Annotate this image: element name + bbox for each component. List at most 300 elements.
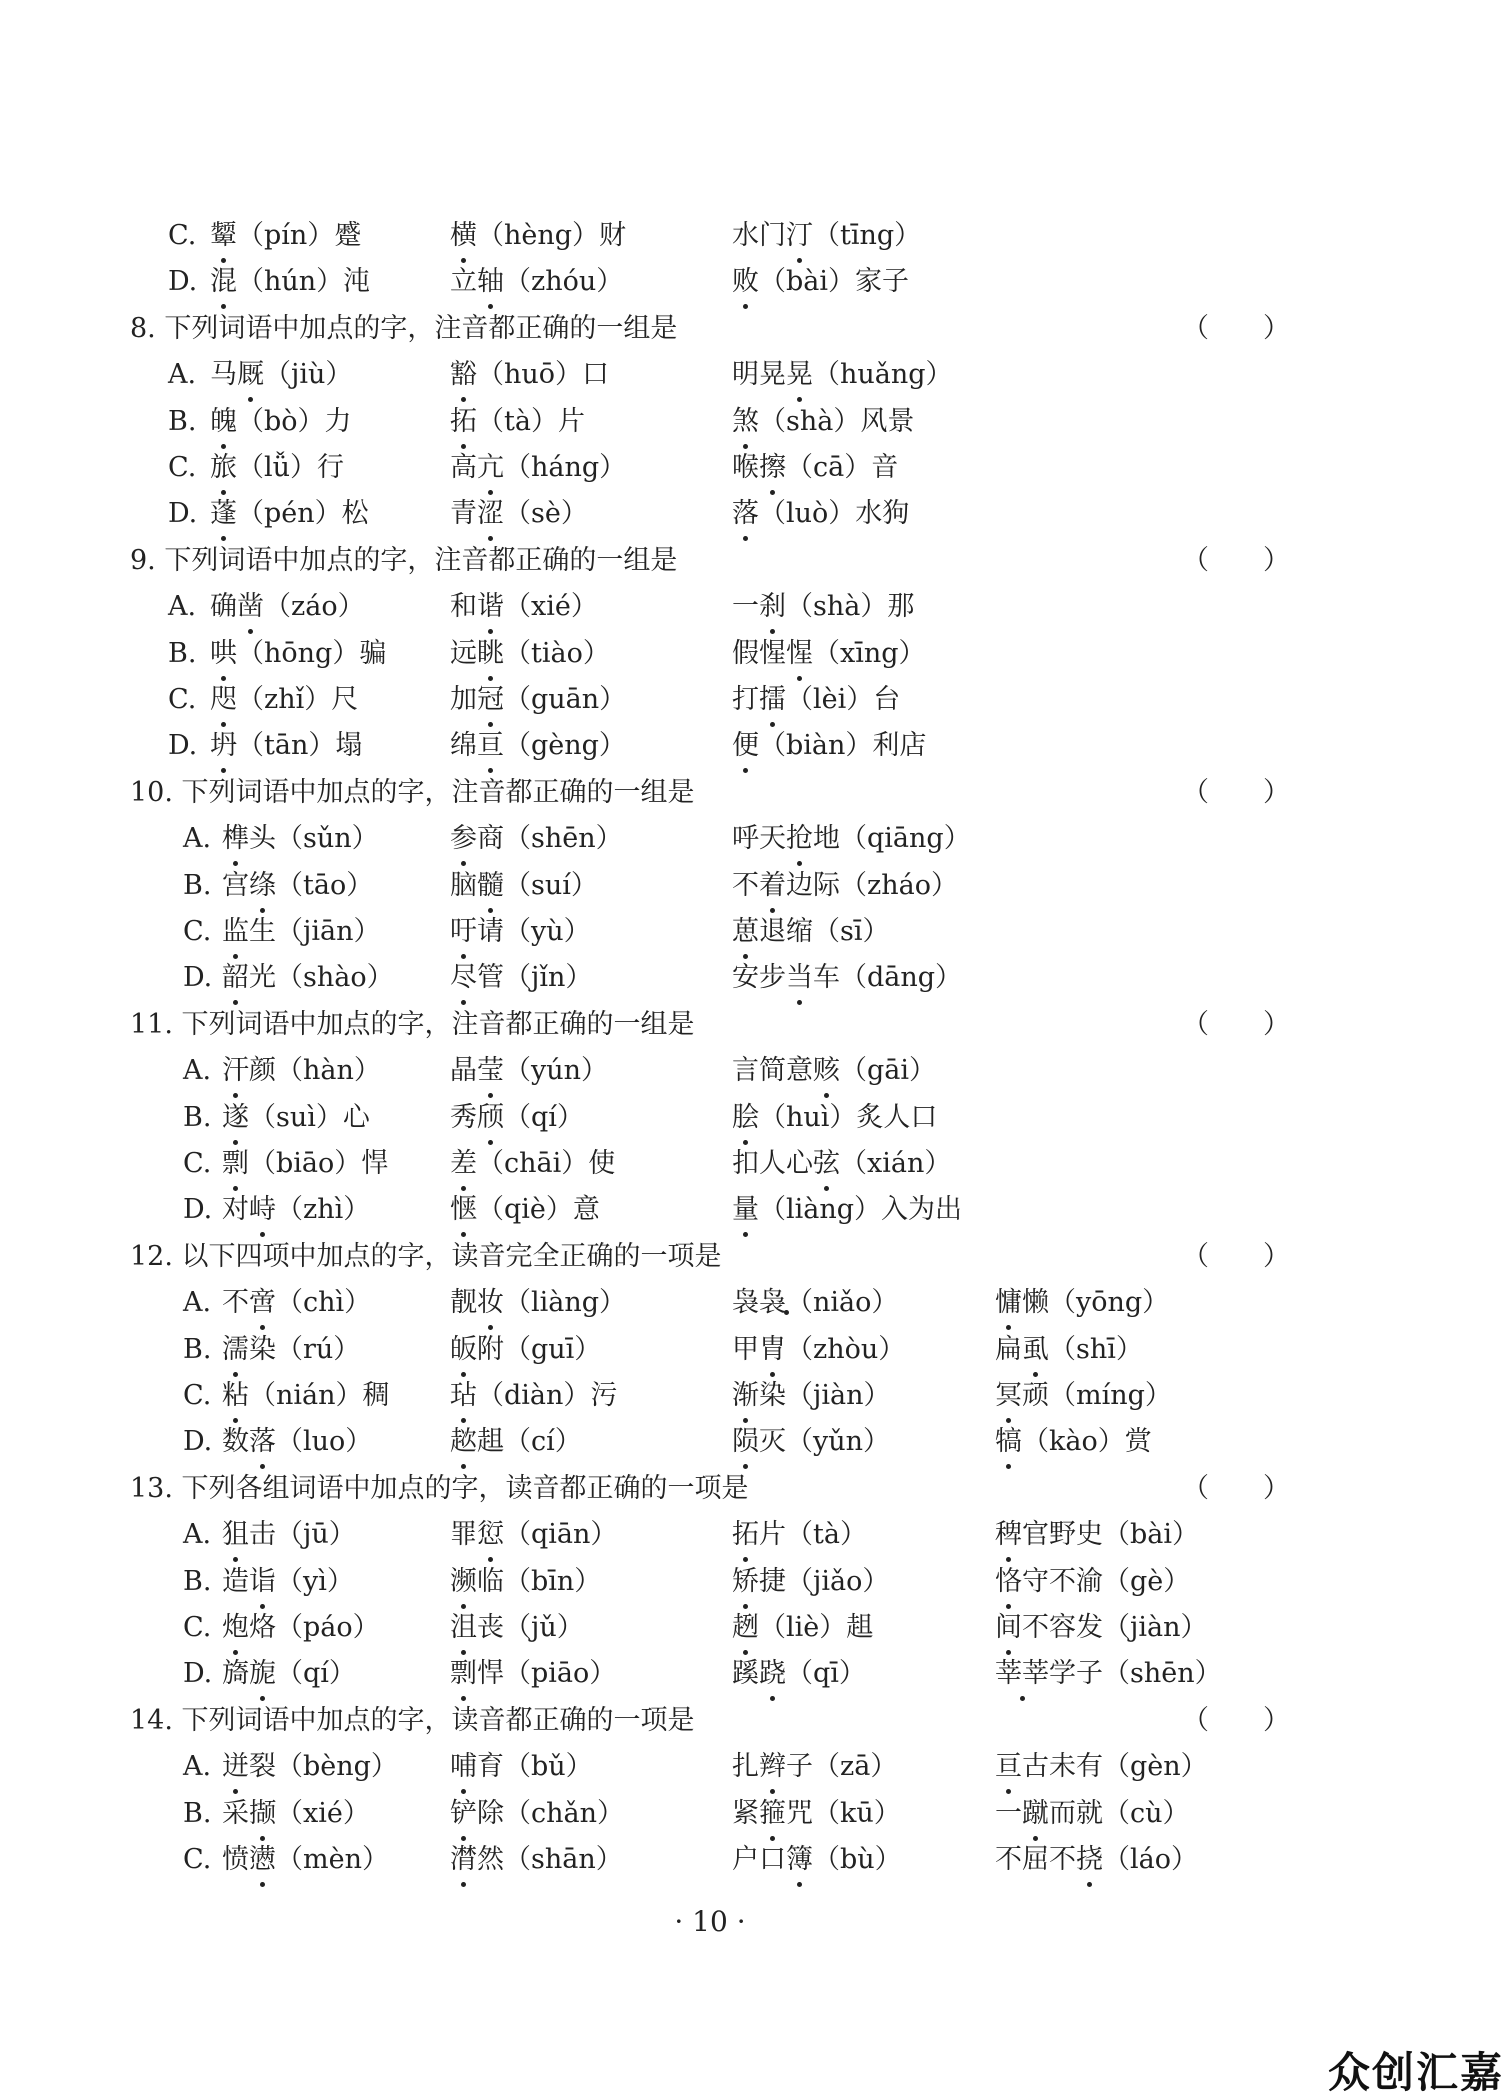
- option-term: [995, 1837, 1198, 1883]
- term-rest: 光（shào）: [249, 962, 394, 994]
- option-term: [995, 1280, 1169, 1326]
- term-prefix: 远: [450, 637, 477, 669]
- term-rest: 片（tà）: [759, 1519, 867, 1551]
- term-rest: （xián）: [840, 1148, 952, 1179]
- term-rest: 懒（yōng）: [1022, 1287, 1170, 1319]
- option-term: [450, 1327, 601, 1373]
- option-term: [222, 863, 373, 909]
- dotted-character: 箍: [759, 1791, 786, 1837]
- dotted-character: 亘: [995, 1744, 1022, 1790]
- term-rest: （bù）: [813, 1844, 902, 1875]
- option-term: [450, 631, 610, 677]
- option-term: [222, 1651, 356, 1697]
- term-prefix: 马: [210, 359, 237, 391]
- option-term: [222, 1512, 356, 1558]
- option-term: [450, 955, 592, 1001]
- dotted-character: 慵: [995, 1280, 1022, 1326]
- option-term: [222, 1744, 398, 1790]
- dotted-character: 渐: [732, 1373, 759, 1419]
- dotted-character: 脍: [732, 1095, 759, 1141]
- term-rest: （pén）松: [237, 498, 369, 530]
- term-rest: （shà）那: [786, 591, 915, 623]
- answer-bracket: （ ）: [1182, 776, 1290, 808]
- term-rest: （shī）: [1049, 1333, 1143, 1365]
- option-term: [732, 1187, 962, 1233]
- option-term: [732, 491, 909, 537]
- term-prefix: 扁: [995, 1333, 1022, 1365]
- term-rest: （hún）沌: [237, 266, 371, 298]
- term-rest: （gèng）: [504, 730, 626, 762]
- term-rest: 边际（zháo）: [786, 869, 958, 901]
- term-rest: （zhóu）: [504, 266, 624, 298]
- dotted-character: 汀: [786, 213, 813, 259]
- option-term: [732, 1048, 936, 1094]
- term-rest: （liàng）入为出: [759, 1194, 963, 1226]
- dotted-character: 犒: [995, 1419, 1022, 1465]
- option-term: [222, 1373, 390, 1419]
- option-term: [732, 584, 914, 630]
- option-term: [995, 1744, 1208, 1790]
- term-rest: 灭（yǔn）: [759, 1426, 891, 1458]
- term-prefix: 对: [222, 1194, 249, 1226]
- option-term: [450, 491, 588, 537]
- term-rest: （xié）: [504, 591, 598, 623]
- term-rest: （tāo）: [276, 869, 374, 901]
- option-label: A.: [183, 1519, 212, 1551]
- term-rest: 烙（páo）: [249, 1612, 380, 1643]
- dotted-character: 轴: [477, 259, 504, 305]
- term-prefix: 一: [995, 1797, 1022, 1829]
- option-label: D.: [183, 1658, 213, 1690]
- dotted-character: 惬: [450, 1187, 477, 1233]
- answer-bracket: （ ）: [1182, 312, 1290, 344]
- dotted-character: 胄: [759, 1327, 786, 1373]
- term-rest: （gāi）: [840, 1055, 937, 1087]
- term-rest: 生（jiān）: [249, 916, 381, 947]
- option-term: [450, 399, 585, 445]
- term-prefix: 旖: [222, 1658, 249, 1690]
- option-term: [210, 723, 362, 769]
- question-stem: 14. 下列词语中加点的字，读音都正确的一项是: [130, 1704, 695, 1736]
- term-rest: （tīng）: [813, 220, 922, 251]
- term-rest: 头（sǔn）: [249, 823, 379, 855]
- term-rest: 趄（cí）: [477, 1426, 582, 1458]
- question-stem: 10. 下列词语中加点的字，注音都正确的一组是: [130, 776, 695, 808]
- term-rest: 临（bīn）: [477, 1565, 602, 1597]
- publisher-logo: 众创汇嘉: [1327, 2048, 1504, 2097]
- option-label: D.: [168, 266, 198, 298]
- term-rest: （lèi）台: [786, 684, 901, 715]
- dotted-character: 吁: [450, 909, 477, 955]
- option-label: B.: [183, 1565, 212, 1597]
- option-label: C.: [183, 1612, 212, 1643]
- dotted-character: 煞: [732, 399, 759, 445]
- term-rest: 悍（piāo）: [477, 1658, 617, 1690]
- option-term: [732, 1791, 901, 1837]
- term-prefix: 采: [222, 1797, 249, 1829]
- question-stem: 11. 下列词语中加点的字，注音都正确的一组是: [130, 1008, 695, 1040]
- dotted-character: 拓: [732, 1512, 759, 1558]
- term-rest: 染（jiàn）: [759, 1380, 891, 1411]
- answer-bracket: （ ）: [1182, 1240, 1290, 1272]
- term-rest: （chì）: [276, 1287, 372, 1319]
- option-term: [732, 955, 962, 1001]
- term-rest: 商（shēn）: [477, 823, 623, 855]
- term-prefix: 秀: [450, 1101, 477, 1133]
- dotted-character: 间: [995, 1605, 1022, 1651]
- dotted-character: 韶: [222, 955, 249, 1001]
- term-rest: 附（guī）: [477, 1333, 602, 1365]
- dotted-character: 弦: [813, 1141, 840, 1187]
- option-label: B.: [168, 405, 197, 437]
- option-term: [222, 1791, 370, 1837]
- dotted-character: 跷: [759, 1651, 786, 1697]
- answer-bracket: （ ）: [1182, 1704, 1290, 1736]
- option-term: [450, 909, 591, 955]
- dotted-character: 抢: [786, 816, 813, 862]
- dotted-character: 哺: [450, 1744, 477, 1790]
- answer-bracket: （ ）: [1182, 1472, 1290, 1504]
- term-rest: （tiào）: [504, 637, 610, 669]
- term-prefix: 明晃: [732, 359, 786, 391]
- option-term: [222, 1280, 371, 1326]
- question-stem: 9. 下列词语中加点的字，注音都正确的一组是: [130, 544, 678, 576]
- dotted-character: 混: [210, 259, 237, 305]
- option-term: [732, 259, 909, 305]
- option-term: [450, 1187, 600, 1233]
- dotted-character: 迸: [222, 1744, 249, 1790]
- option-label: A.: [183, 1287, 212, 1319]
- dotted-character: 遂: [222, 1095, 249, 1141]
- term-rest: 不容发（jiàn）: [1022, 1612, 1208, 1643]
- term-rest: （lǚ）行: [237, 452, 345, 483]
- answer-bracket: （ ）: [1182, 544, 1290, 576]
- option-label: A.: [168, 591, 197, 623]
- dotted-character: 蓬: [210, 491, 237, 537]
- option-term: [222, 955, 394, 1001]
- dotted-character: 差: [450, 1141, 477, 1187]
- option-term: [450, 863, 598, 909]
- term-prefix: 青: [450, 498, 477, 530]
- term-prefix: 高: [450, 452, 477, 483]
- dotted-character: 量: [732, 1187, 759, 1233]
- term-rest: 车（dāng）: [813, 962, 963, 994]
- option-term: [732, 677, 900, 723]
- term-rest: （liàng）: [504, 1287, 627, 1319]
- term-rest: （qī）: [786, 1658, 866, 1690]
- dotted-character: 当: [786, 955, 813, 1001]
- option-term: [450, 1141, 615, 1187]
- term-prefix: 袅袅: [732, 1287, 786, 1319]
- option-term: [995, 1605, 1208, 1651]
- option-term: [732, 213, 921, 259]
- term-rest: （záo）: [264, 591, 365, 623]
- term-rest: （sè）: [504, 498, 588, 530]
- term-prefix: 造: [222, 1565, 249, 1597]
- option-label: D.: [183, 1194, 213, 1226]
- term-rest: （biāo）悍: [249, 1148, 389, 1179]
- option-term: [450, 1791, 624, 1837]
- dotted-character: 落: [249, 1419, 276, 1465]
- term-prefix: 罪: [450, 1519, 477, 1551]
- dotted-character: 落: [732, 491, 759, 537]
- option-term: [732, 723, 926, 769]
- option-term: [210, 677, 358, 723]
- term-rest: （huì）炙人口: [759, 1101, 938, 1133]
- option-term: [732, 816, 971, 862]
- option-term: [210, 259, 370, 305]
- option-term: [450, 1048, 608, 1094]
- term-prefix: 愤: [222, 1844, 249, 1875]
- term-prefix: 和: [450, 591, 477, 623]
- option-label: D.: [168, 498, 198, 530]
- option-term: [222, 1605, 380, 1651]
- term-prefix: 言简意: [732, 1055, 813, 1087]
- option-term: [995, 1651, 1222, 1697]
- option-term: [450, 1837, 623, 1883]
- dotted-character: 皈: [450, 1327, 477, 1373]
- option-label: B.: [183, 1333, 212, 1365]
- option-label: C.: [168, 684, 197, 715]
- term-prefix: 立: [450, 266, 477, 298]
- term-rest: 捷（jiǎo）: [759, 1565, 890, 1597]
- dotted-character: 便: [732, 723, 759, 769]
- dotted-character: 旎: [249, 1651, 276, 1697]
- dotted-character: 陨: [732, 1419, 759, 1465]
- dotted-character: 亘: [477, 723, 504, 769]
- option-term: [450, 584, 598, 630]
- dotted-character: 监: [222, 909, 249, 955]
- option-term: [450, 677, 626, 723]
- dotted-character: 撷: [249, 1791, 276, 1837]
- option-term: [210, 352, 352, 398]
- term-prefix: 扎: [732, 1751, 759, 1783]
- dotted-character: 濒: [450, 1559, 477, 1605]
- term-prefix: 呼天: [732, 823, 786, 855]
- option-term: [450, 259, 623, 305]
- term-rest: （cā）音: [786, 452, 899, 483]
- option-term: [210, 584, 365, 630]
- dotted-character: 蹴: [1022, 1791, 1049, 1837]
- option-label: C.: [183, 1844, 212, 1875]
- term-prefix: 扣人心: [732, 1148, 813, 1179]
- dotted-character: 狙: [222, 1512, 249, 1558]
- dotted-character: 玷: [450, 1373, 477, 1419]
- option-term: [450, 352, 609, 398]
- term-rest: 管（jǐn）: [477, 962, 593, 994]
- option-term: [732, 1280, 898, 1326]
- option-term: [450, 213, 626, 259]
- term-prefix: 脑: [450, 869, 477, 901]
- term-rest: （yì）: [276, 1565, 354, 1597]
- term-rest: （bài）家子: [759, 266, 910, 298]
- option-term: [732, 631, 926, 677]
- option-term: [210, 631, 386, 677]
- term-prefix: 蹊: [732, 1658, 759, 1690]
- option-term: [450, 1512, 617, 1558]
- option-term: [732, 1141, 951, 1187]
- term-rest: 裂（bèng）: [249, 1751, 398, 1783]
- option-term: [995, 1327, 1143, 1373]
- question-stem: 12. 以下四项中加点的字，读音完全正确的一项是: [130, 1240, 722, 1272]
- option-label: D.: [183, 962, 213, 994]
- term-prefix: 宫: [222, 869, 249, 901]
- term-rest: （qí）: [276, 1658, 356, 1690]
- option-term: [210, 399, 352, 445]
- option-label: A.: [183, 1055, 212, 1087]
- term-rest: （qiè）意: [477, 1194, 600, 1226]
- option-term: [450, 816, 623, 862]
- option-label: C.: [168, 220, 197, 251]
- dotted-character: 尽: [450, 955, 477, 1001]
- option-term: [210, 445, 344, 491]
- dotted-character: 剽: [450, 1651, 477, 1697]
- dotted-character: 濡: [222, 1327, 249, 1373]
- option-term: [222, 1837, 389, 1883]
- term-rest: 而就（cù）: [1049, 1797, 1190, 1829]
- option-term: [222, 1048, 381, 1094]
- term-rest: （biàn）利店: [759, 730, 927, 762]
- term-rest: （shà）风景: [759, 405, 915, 437]
- dotted-character: 刹: [759, 584, 786, 630]
- option-term: [732, 1512, 867, 1558]
- dotted-character: 颀: [477, 1095, 504, 1141]
- term-rest: （jiù）: [264, 359, 353, 391]
- term-prefix: 晶: [450, 1055, 477, 1087]
- term-prefix: 不: [222, 1287, 249, 1319]
- option-label: C.: [183, 1148, 212, 1179]
- term-rest: （qiān）: [504, 1519, 618, 1551]
- dotted-character: 稗: [995, 1512, 1022, 1558]
- option-term: [995, 1373, 1172, 1419]
- dotted-character: 挠: [1076, 1837, 1103, 1883]
- dotted-character: 冠: [477, 677, 504, 723]
- term-rest: （tà）片: [477, 405, 585, 437]
- term-rest: （hèng）财: [477, 220, 627, 251]
- term-rest: （suí）: [504, 869, 598, 901]
- option-term: [222, 1187, 370, 1233]
- option-term: [222, 1559, 354, 1605]
- term-rest: 子（zā）: [786, 1751, 898, 1783]
- term-prefix: 水门: [732, 220, 786, 251]
- dotted-character: 着: [759, 863, 786, 909]
- dotted-character: 趑: [450, 1419, 477, 1465]
- term-rest: （kào）赏: [1022, 1426, 1152, 1458]
- dotted-character: 趔: [732, 1605, 759, 1651]
- dotted-character: 惺: [786, 631, 813, 677]
- option-label: A.: [183, 823, 212, 855]
- term-rest: 咒（kū）: [786, 1797, 901, 1829]
- term-rest: （huō）口: [477, 359, 610, 391]
- answer-bracket: （ ）: [1182, 1008, 1290, 1040]
- term-rest: （nián）稠: [249, 1380, 390, 1411]
- term-prefix: 户口: [732, 1844, 786, 1875]
- term-rest: （láo）: [1103, 1844, 1198, 1875]
- dotted-character: 涩: [477, 491, 504, 537]
- dotted-character: 榫: [222, 816, 249, 862]
- dotted-character: 败: [732, 259, 759, 305]
- option-term: [450, 1744, 593, 1790]
- option-label: C.: [183, 916, 212, 947]
- term-rest: （qí）: [504, 1101, 584, 1133]
- term-prefix: 加: [450, 684, 477, 715]
- term-rest: 官野史（bài）: [1022, 1519, 1200, 1551]
- term-rest: （luò）水狗: [759, 498, 910, 530]
- term-rest: 丧（jǔ）: [477, 1612, 584, 1643]
- term-rest: （yún）: [504, 1055, 609, 1087]
- dotted-character: 眺: [477, 631, 504, 677]
- term-rest: 守不渝（gè）: [1022, 1565, 1191, 1597]
- term-rest: 颜（hàn）: [249, 1055, 381, 1087]
- term-rest: （xīng）: [813, 637, 926, 669]
- option-term: [732, 1559, 889, 1605]
- option-term: [450, 1095, 584, 1141]
- term-rest: （huǎng）: [813, 359, 953, 391]
- question-stem: 8. 下列词语中加点的字，注音都正确的一组是: [130, 312, 678, 344]
- term-rest: （zhòu）: [786, 1333, 906, 1365]
- term-rest: （guān）: [504, 684, 627, 715]
- term-prefix: 喉: [732, 452, 759, 483]
- term-rest: （luo）: [276, 1426, 373, 1458]
- dotted-character: 虱: [1022, 1327, 1049, 1373]
- dotted-character: 矫: [732, 1559, 759, 1605]
- question-stem: 13. 下列各组词语中加点的字，读音都正确的一项是: [130, 1472, 749, 1504]
- dotted-character: 魄: [210, 399, 237, 445]
- dotted-character: 沮: [450, 1605, 477, 1651]
- dotted-character: 哄: [210, 631, 237, 677]
- option-term: [222, 1141, 388, 1187]
- option-label: B.: [183, 869, 212, 901]
- dotted-character: 晃: [786, 352, 813, 398]
- dotted-character: 谐: [477, 584, 504, 630]
- dotted-character: 横: [450, 213, 477, 259]
- term-rest: （niǎo）: [786, 1287, 899, 1319]
- dotted-character: 咫: [210, 677, 237, 723]
- term-rest: （mèn）: [276, 1844, 389, 1875]
- term-rest: 击（jū）: [249, 1519, 356, 1551]
- term-rest: （bò）力: [237, 405, 352, 437]
- term-rest: （háng）: [504, 452, 627, 483]
- term-rest: （chāi）使: [477, 1148, 616, 1179]
- dotted-character: 粘: [222, 1373, 249, 1419]
- option-label: C.: [183, 1380, 212, 1411]
- dotted-character: 拓: [450, 399, 477, 445]
- term-prefix: 数: [222, 1426, 249, 1458]
- option-term: [732, 1605, 873, 1651]
- dotted-character: 髓: [477, 863, 504, 909]
- option-term: [732, 399, 914, 445]
- term-prefix: 不: [732, 869, 759, 901]
- option-term: [450, 1280, 626, 1326]
- dotted-character: 擂: [759, 677, 786, 723]
- option-term: [732, 863, 958, 909]
- option-term: [210, 213, 361, 259]
- dotted-character: 颦: [210, 213, 237, 259]
- term-rest: 除（chǎn）: [477, 1797, 624, 1829]
- term-rest: （tān）塌: [237, 730, 363, 762]
- option-term: [450, 1419, 582, 1465]
- dotted-character: 冥: [995, 1373, 1022, 1419]
- dotted-character: 妆: [477, 1280, 504, 1326]
- dotted-character: 坍: [210, 723, 237, 769]
- option-label: A.: [168, 359, 197, 391]
- option-term: [450, 1559, 601, 1605]
- term-rest: 然（shān）: [477, 1844, 623, 1875]
- option-term: [222, 1095, 370, 1141]
- option-term: [732, 1744, 897, 1790]
- term-rest: （diàn）污: [477, 1380, 618, 1411]
- term-rest: 染（rú）: [249, 1333, 361, 1365]
